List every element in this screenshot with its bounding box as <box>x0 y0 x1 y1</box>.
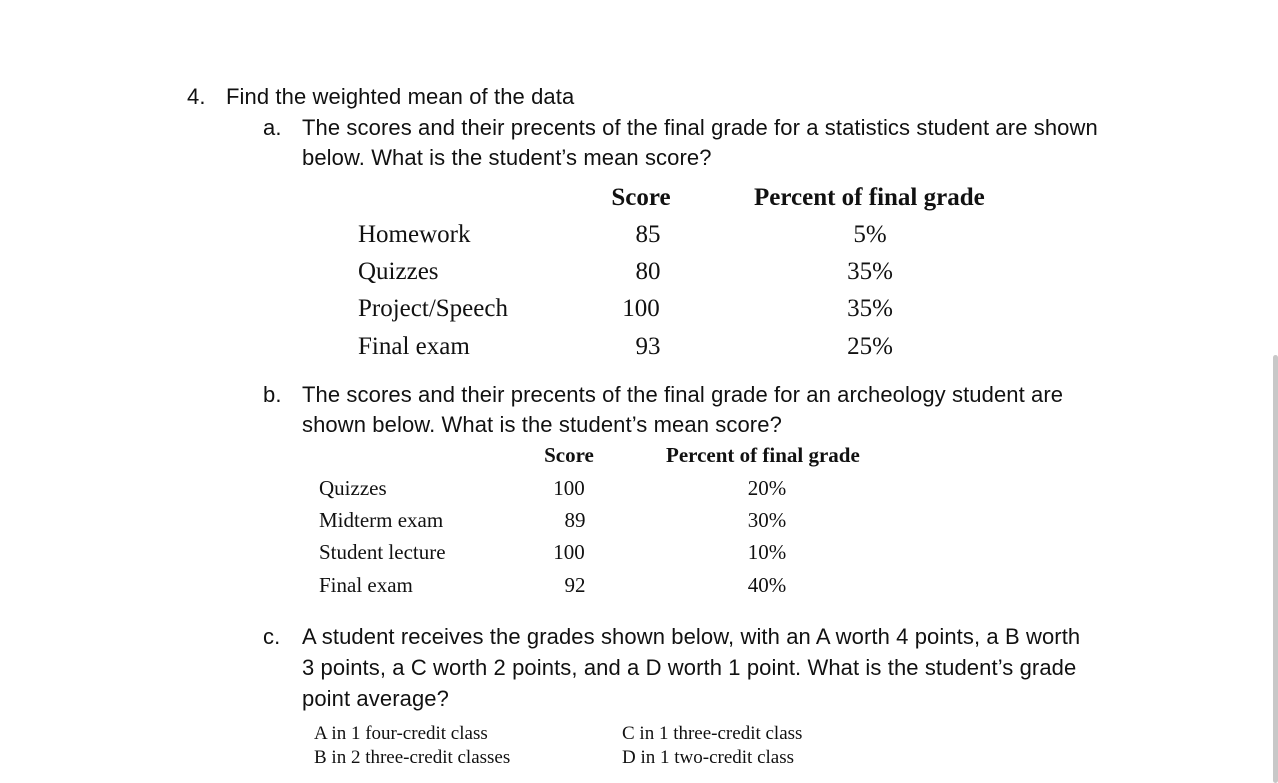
part-a-row-score: 100 <box>622 295 660 322</box>
part-a-header-percent: Percent of final grade <box>754 184 985 211</box>
part-a-header-score: Score <box>611 184 671 211</box>
part-b-header-score: Score <box>544 443 594 467</box>
part-a-line-2: below. What is the student’s mean score? <box>302 145 712 170</box>
part-b-row-percent: 20% <box>747 476 787 500</box>
grade-item: D in 1 two-credit class <box>622 747 795 768</box>
part-b-row-percent: 40% <box>747 573 787 597</box>
vertical-scrollbar[interactable] <box>1273 355 1278 783</box>
part-b-row-score: 100 <box>553 476 585 500</box>
grade-item: A in 1 four-credit class <box>314 723 488 744</box>
part-b-line-2: shown below. What is the student’s mean score? <box>302 412 782 437</box>
problem-title: Find the weighted mean of the data <box>226 84 575 109</box>
part-b-line-1: The scores and their precents of the final grade for an archeology student are <box>302 382 1064 407</box>
part-a-row-score: 93 <box>635 333 661 360</box>
part-a-row-item: Project/Speech <box>358 295 508 322</box>
part-c-line-3: point average? <box>302 686 449 711</box>
part-c-line-2: 3 points, a C worth 2 points, and a D worth 1 point. What is the student’s grade <box>302 655 1077 680</box>
part-b-row-item: Student lecture <box>319 540 446 564</box>
part-b-row-score: 100 <box>553 540 585 564</box>
part-b-row-percent: 30% <box>747 508 787 532</box>
part-c-line-1: A student receives the grades shown below, with an A worth 4 points, a B worth <box>302 624 1081 649</box>
part-a-row-item: Final exam <box>358 333 470 360</box>
part-c-letter: c. <box>263 624 281 649</box>
part-b-row-item: Final exam <box>319 573 413 597</box>
part-b-row-score: 89 <box>564 508 586 532</box>
part-a-row-percent: 5% <box>853 221 887 248</box>
part-b-row-score: 92 <box>564 573 586 597</box>
part-b-row-item: Quizzes <box>319 476 387 500</box>
part-a-row-percent: 35% <box>847 258 893 285</box>
grade-item: B in 2 three-credit classes <box>314 747 511 768</box>
grade-item: C in 1 three-credit class <box>622 723 803 744</box>
part-a-row-item: Quizzes <box>358 258 439 285</box>
part-a-line-1: The scores and their precents of the final grade for a statistics student are shown <box>302 115 1098 140</box>
part-b-row-item: Midterm exam <box>319 508 444 532</box>
part-a-row-item: Homework <box>358 221 471 248</box>
part-a-row-percent: 35% <box>847 295 893 322</box>
part-a-letter: a. <box>263 115 282 140</box>
part-b-letter: b. <box>263 382 282 407</box>
problem-number: 4. <box>187 84 206 109</box>
part-a-row-score: 85 <box>635 221 661 248</box>
part-b-row-percent: 10% <box>747 540 787 564</box>
part-b-header-percent: Percent of final grade <box>666 443 860 467</box>
part-a-row-percent: 25% <box>847 333 893 360</box>
part-a-row-score: 80 <box>635 258 661 285</box>
